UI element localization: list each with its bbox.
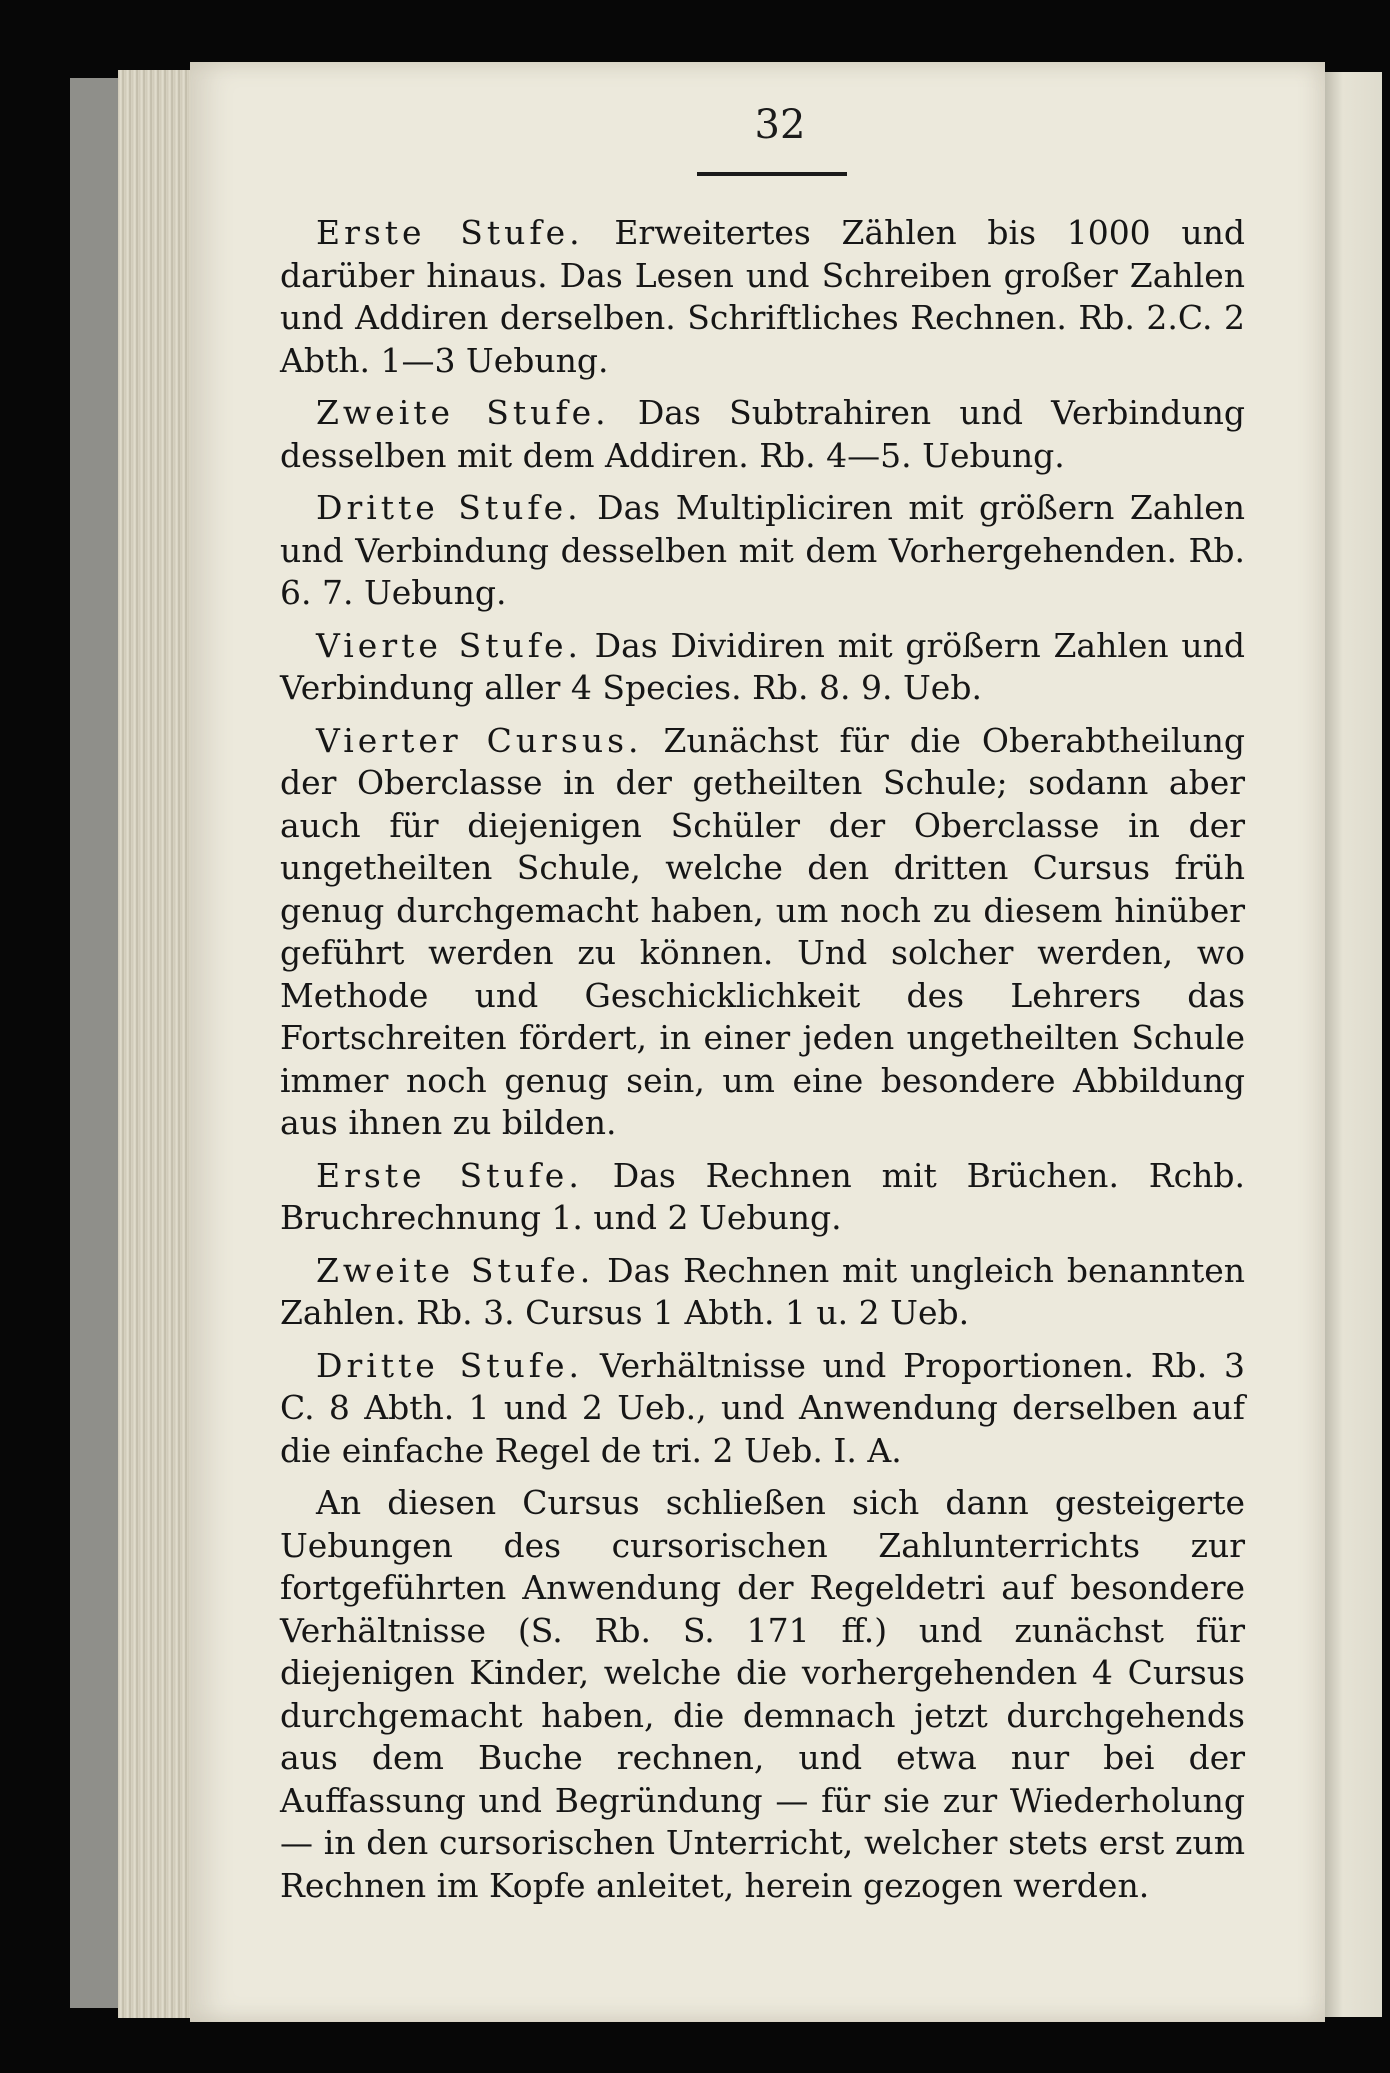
paragraph-lead: Vierte Stufe. — [316, 625, 582, 665]
paragraph-text: Das Dividiren mit größern Zahlen und Verbindung aller 4 Species. Rb. 8. 9. Ueb. — [280, 625, 1245, 707]
paragraph-text: Das Subtrahiren und Verbindung desselben mit dem Addiren. Rb. 4—5. Uebung. — [280, 393, 1245, 475]
paragraph — [280, 1345, 1245, 1473]
paragraph-text: An diesen Cursus schließen sich dann gesteigerte Uebungen des cursorischen Zahlunterrichts zur fortgeführten Anwendung der Regeldetri auf besondere Verhältnisse (S. Rb. S. 171 ff.) und zunächst für diejenigen Kinder, welche die vorhergehenden 4 Cursus durchgemacht haben, die demnach jetzt durchgehends aus dem Buche rechnen, und etwa nur bei der Auffassung und Begründung — für sie zur Wiederholung — in den cursorischen Unterricht, welcher stets erst zum Rechnen im Kopfe anleitet, herein gezogen werden. — [280, 1483, 1245, 1905]
paragraph-lead: Erste Stufe. — [316, 213, 584, 252]
paragraph — [280, 625, 1245, 710]
paragraph — [280, 392, 1245, 477]
paragraph — [280, 1250, 1245, 1335]
paragraph-text: Das Multipliciren mit größern Zahlen und Verbindung desselben mit dem Vorhergehenden. Rb. 6. 7. Uebung. — [280, 488, 1246, 612]
paragraph — [280, 487, 1245, 615]
paragraph — [280, 720, 1245, 1145]
book-cover-edge — [70, 78, 120, 2008]
paragraph-lead: Dritte Stufe. — [316, 1345, 583, 1385]
paragraph-text: Verhältnisse und Proportionen. Rb. 3 C. 8 Abth. 1 und 2 Ueb., und Anwendung derselben auf die einfache Regel de tri. 2 Ueb. I. A. — [280, 1345, 1245, 1470]
paragraph-text: Das Rechnen mit Brüchen. Rchb. Bruchrechnung 1. und 2 Uebung. — [280, 1155, 1245, 1237]
paragraph-lead: Vierter Cursus. — [316, 720, 643, 760]
paragraph-text: Zunächst für die Oberabtheilung der Oberclasse in der getheilten Schule; sodann aber auch für diejenigen Schüler der Oberclasse in der ungetheilten Schule, welche den dritten Cursus früh genug durchgemacht haben, um noch zu diesem hinüber geführt werden zu können. Und solcher werden, wo Methode und Geschicklichkeit des Lehrers das Fortschreiten fördert, in einer jeden ungetheilten Schule immer noch genug sein, um eine besondere Abbildung aus ihnen zu bilden. — [280, 720, 1246, 1142]
page-number: 32 — [754, 102, 806, 148]
paragraph-lead: Zweite Stufe. — [316, 1250, 595, 1290]
paragraph-lead: Dritte Stufe. — [316, 488, 582, 527]
paragraph-lead: Zweite Stufe. — [316, 393, 610, 432]
paragraph-text: Erweitertes Zählen bis 1000 und darüber hinaus. Das Lesen und Schreiben großer Zahlen und Addiren derselben. Schriftliches Rechnen. Rb. 2.C. 2 Abth. 1—3 Uebung. — [280, 213, 1246, 380]
paragraph — [280, 1155, 1245, 1240]
paragraph-lead: Erste Stufe. — [316, 1155, 583, 1195]
facing-page-edge — [1322, 72, 1382, 2017]
page-edges — [118, 70, 198, 2018]
paragraph-text: Das Rechnen mit ungleich benannten Zahlen. Rb. 3. Cursus 1 Abth. 1 u. 2 Ueb. — [280, 1250, 1245, 1332]
page-body — [280, 212, 1245, 1907]
book-page — [190, 62, 1325, 2022]
header-rule — [697, 172, 847, 176]
paragraph — [280, 1482, 1245, 1907]
paragraph — [280, 212, 1245, 382]
